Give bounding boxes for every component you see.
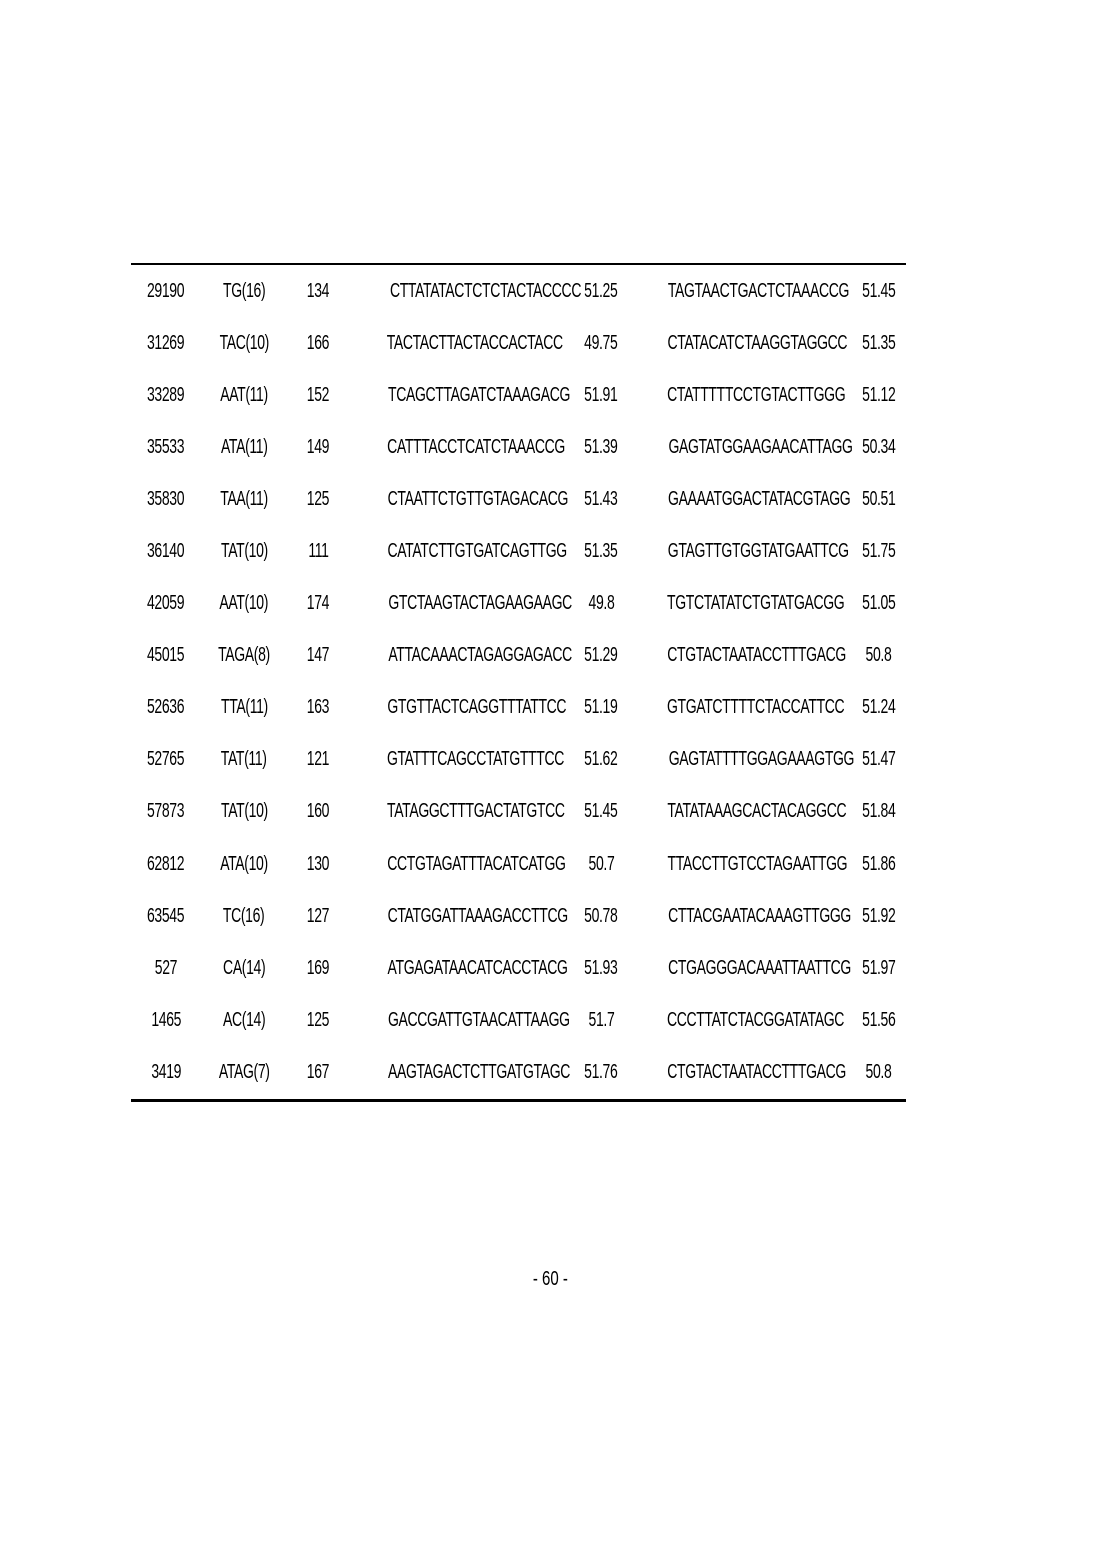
position-cell: [131, 317, 201, 369]
size-cell-text: 149: [306, 435, 330, 458]
forward-primer-cell: [349, 734, 573, 786]
size-cell: [287, 786, 349, 838]
reverse-primer-cell-text: TGTCTATATCTGTATGACGG: [666, 592, 845, 615]
reverse-primer-cell-text: CTATTTTTCCTGTACTTGGG: [667, 383, 846, 406]
reverse-primer-cell: [629, 890, 851, 942]
forward-primer-cell-text: GTGTTACTCAGGTTTATTCC: [387, 696, 567, 719]
forward-tm-cell: [573, 994, 629, 1046]
forward-primer-cell-text: TCAGCTTAGATCTAAAGACG: [388, 383, 571, 406]
size-cell-text: 160: [306, 800, 330, 823]
page-number: [0, 1268, 1100, 1291]
forward-tm-cell-text: 51.43: [584, 487, 618, 510]
reverse-primer-cell-text: CTATACATCTAAGGTAGGCC: [667, 331, 848, 354]
size-cell: [287, 838, 349, 890]
reverse-tm-cell: [851, 369, 906, 421]
reverse-primer-cell: [629, 369, 851, 421]
position-cell-text: 1465: [151, 1008, 181, 1031]
size-cell: [287, 578, 349, 630]
motif-cell-text: TG(16): [222, 279, 266, 302]
motif-cell: [201, 890, 287, 942]
table-row: [131, 1046, 906, 1100]
motif-cell: [201, 1046, 287, 1100]
reverse-tm-cell-text: 51.75: [861, 540, 896, 563]
reverse-tm-cell: [851, 473, 906, 525]
forward-tm-cell-text: 51.93: [584, 956, 618, 979]
forward-tm-cell-text: 51.62: [584, 748, 618, 771]
size-cell-text: 125: [306, 1008, 330, 1031]
size-cell-text: 134: [306, 279, 330, 302]
size-cell-text: 174: [306, 592, 330, 615]
position-cell-text: 33289: [147, 383, 185, 406]
reverse-tm-cell-text: 50.8: [865, 1060, 892, 1083]
forward-primer-cell: [349, 264, 582, 317]
reverse-tm-cell-text: 51.24: [861, 696, 896, 719]
reverse-primer-cell: [629, 578, 851, 630]
motif-cell-text: TAT(11): [221, 748, 267, 771]
forward-primer-cell-text: CTATGGATTAAAGACCTTCG: [387, 904, 568, 927]
reverse-tm-cell-text: 50.51: [861, 487, 896, 510]
forward-tm-cell: [573, 786, 629, 838]
forward-primer-cell-text: CTAATTCTGTTGTAGACACG: [387, 487, 569, 510]
motif-cell-text: TTA(11): [220, 696, 268, 719]
primer-table: [131, 263, 906, 1102]
forward-tm-cell: [573, 838, 629, 890]
reverse-tm-cell-text: 51.97: [861, 956, 896, 979]
size-cell: [287, 942, 349, 994]
motif-cell: [201, 838, 287, 890]
table-row: [131, 264, 906, 317]
position-cell: [131, 786, 201, 838]
forward-primer-cell-text: AAGTAGACTCTTGATGTAGC: [388, 1060, 570, 1083]
position-cell-text: 45015: [147, 644, 185, 667]
forward-tm-cell-text: 49.75: [584, 331, 618, 354]
position-cell: [131, 525, 201, 577]
forward-primer-cell-text: TATAGGCTTTGACTATGTCC: [387, 800, 565, 823]
reverse-primer-cell-text: GAGTATTTTGGAGAAAGTGG: [668, 748, 855, 771]
size-cell: [287, 682, 349, 734]
forward-primer-cell: [349, 578, 573, 630]
reverse-tm-cell: [851, 421, 906, 473]
forward-primer-cell-text: TACTACTTACTACCACTACC: [386, 331, 563, 354]
forward-primer-cell-text: ATGAGATAACATCACCTACG: [387, 956, 568, 979]
forward-primer-cell: [349, 942, 573, 994]
table-row: [131, 630, 906, 682]
motif-cell: [201, 264, 287, 317]
forward-primer-cell-text: CCTGTAGATTTACATCATGG: [387, 852, 566, 875]
motif-cell: [201, 525, 287, 577]
reverse-tm-cell: [851, 1046, 906, 1100]
size-cell-text: 130: [306, 852, 330, 875]
size-cell-text: 169: [306, 956, 330, 979]
forward-tm-cell-text: 51.45: [584, 800, 618, 823]
table-row: [131, 890, 906, 942]
reverse-primer-cell: [629, 734, 855, 786]
size-cell-text: 167: [306, 1060, 330, 1083]
motif-cell-text: ATA(11): [220, 435, 268, 458]
forward-primer-cell: [349, 890, 573, 942]
position-cell: [131, 369, 201, 421]
size-cell: [287, 630, 349, 682]
motif-cell: [201, 578, 287, 630]
reverse-tm-cell: [851, 630, 906, 682]
motif-cell-text: CA(14): [222, 956, 266, 979]
position-cell-text: 29190: [147, 279, 185, 302]
reverse-tm-cell: [851, 942, 906, 994]
motif-cell-text: TAA(11): [220, 487, 268, 510]
position-cell-text: 52636: [147, 696, 185, 719]
motif-cell-text: ATA(10): [220, 852, 268, 875]
reverse-tm-cell-text: 51.35: [861, 331, 896, 354]
forward-primer-cell-text: GTCTAAGTACTAGAAGAAGC: [388, 592, 572, 615]
motif-cell: [201, 942, 287, 994]
motif-cell: [201, 421, 287, 473]
size-cell: [287, 421, 349, 473]
reverse-primer-cell-text: GAGTATGGAAGAACATTAGG: [668, 435, 853, 458]
reverse-tm-cell-text: 50.8: [865, 644, 892, 667]
motif-cell-text: TC(16): [223, 904, 265, 927]
reverse-primer-cell-text: TTACCTTGTCCTAGAATTGG: [667, 852, 848, 875]
reverse-primer-cell-text: TAGTAACTGACTCTAAACCG: [667, 279, 850, 302]
reverse-tm-cell: [851, 525, 906, 577]
size-cell-text: 147: [306, 644, 330, 667]
reverse-tm-cell: [851, 264, 906, 317]
reverse-primer-cell: [629, 682, 851, 734]
motif-cell-text: ATAG(7): [218, 1060, 270, 1083]
forward-primer-cell: [349, 317, 573, 369]
forward-primer-cell: [349, 1046, 573, 1100]
reverse-primer-cell: [629, 473, 851, 525]
forward-tm-cell-text: 50.78: [584, 904, 618, 927]
reverse-tm-cell: [851, 994, 906, 1046]
forward-primer-cell-text: CATATCTTGTGATCAGTTGG: [387, 540, 567, 563]
reverse-primer-cell: [629, 264, 851, 317]
table-row: [131, 786, 906, 838]
reverse-tm-cell: [851, 317, 906, 369]
position-cell: [131, 264, 201, 317]
forward-primer-cell: [349, 786, 573, 838]
position-cell: [131, 421, 201, 473]
position-cell: [131, 630, 201, 682]
reverse-primer-cell: [629, 317, 851, 369]
forward-tm-cell-text: 51.39: [584, 435, 618, 458]
motif-cell: [201, 473, 287, 525]
motif-cell: [201, 369, 287, 421]
reverse-primer-cell: [629, 994, 851, 1046]
table-row: [131, 942, 906, 994]
forward-tm-cell: [573, 264, 629, 317]
position-cell: [131, 682, 201, 734]
position-cell: [131, 890, 201, 942]
forward-tm-cell-text: 51.7: [588, 1008, 614, 1031]
forward-tm-cell-text: 51.29: [584, 644, 618, 667]
reverse-tm-cell: [851, 890, 906, 942]
size-cell-text: 121: [306, 748, 330, 771]
motif-cell-text: AC(14): [222, 1008, 266, 1031]
size-cell-text: 163: [306, 696, 330, 719]
size-cell-text: 152: [306, 383, 330, 406]
forward-tm-cell: [573, 369, 629, 421]
forward-tm-cell: [573, 734, 629, 786]
reverse-tm-cell-text: 51.86: [861, 852, 896, 875]
forward-tm-cell-text: 51.25: [584, 279, 618, 302]
reverse-primer-cell-text: CTGAGGGACAAATTAATTCG: [668, 956, 851, 979]
forward-primer-cell: [349, 994, 573, 1046]
forward-primer-cell: [349, 682, 573, 734]
reverse-primer-cell-text: TATATAAAGCACTACAGGCC: [667, 800, 847, 823]
motif-cell-text: AAT(11): [220, 383, 268, 406]
table-row: [131, 525, 906, 577]
forward-primer-cell: [349, 369, 573, 421]
reverse-tm-cell-text: 51.92: [861, 904, 896, 927]
size-cell: [287, 734, 349, 786]
forward-primer-cell: [349, 525, 573, 577]
motif-cell-text: TAT(10): [220, 800, 268, 823]
motif-cell-text: TAT(10): [220, 540, 268, 563]
reverse-primer-cell-text: CTTACGAATACAAAGTTGGG: [668, 904, 851, 927]
motif-cell-text: TAGA(8): [218, 644, 270, 667]
reverse-primer-cell-text: CTGTACTAATACCTTTGACG: [667, 644, 846, 667]
size-cell: [287, 994, 349, 1046]
motif-cell: [201, 994, 287, 1046]
size-cell: [287, 369, 349, 421]
motif-cell: [201, 786, 287, 838]
position-cell-text: 35830: [147, 487, 185, 510]
motif-cell: [201, 682, 287, 734]
position-cell: [131, 838, 201, 890]
position-cell: [131, 1046, 201, 1100]
position-cell-text: 52765: [147, 748, 185, 771]
forward-tm-cell: [573, 421, 629, 473]
table-row: [131, 734, 906, 786]
size-cell-text: 111: [307, 540, 329, 563]
position-cell-text: 527: [154, 956, 178, 979]
size-cell: [287, 1046, 349, 1100]
reverse-primer-cell: [629, 630, 851, 682]
forward-primer-cell-text: CTTATATACTCTCTACTACCCC: [389, 279, 582, 302]
motif-cell: [201, 734, 287, 786]
forward-primer-cell: [349, 838, 573, 890]
table-row: [131, 317, 906, 369]
position-cell: [131, 734, 201, 786]
forward-tm-cell: [573, 317, 629, 369]
size-cell: [287, 473, 349, 525]
position-cell: [131, 473, 201, 525]
table-row: [131, 421, 906, 473]
forward-tm-cell: [573, 890, 629, 942]
reverse-tm-cell-text: 51.56: [861, 1008, 896, 1031]
size-cell-text: 166: [306, 331, 330, 354]
forward-primer-cell: [349, 630, 573, 682]
reverse-tm-cell-text: 51.45: [861, 279, 896, 302]
reverse-primer-cell: [629, 942, 851, 994]
reverse-primer-cell: [629, 525, 851, 577]
reverse-tm-cell-text: 51.12: [861, 383, 896, 406]
forward-primer-cell-text: GACCGATTGTAACATTAAGG: [387, 1008, 570, 1031]
motif-cell-text: AAT(10): [219, 592, 269, 615]
size-cell: [287, 264, 349, 317]
size-cell: [287, 525, 349, 577]
position-cell-text: 57873: [147, 800, 185, 823]
reverse-primer-cell-text: GTAGTTGTGGTATGAATTCG: [667, 540, 849, 563]
forward-primer-cell: [349, 421, 573, 473]
forward-tm-cell: [573, 473, 629, 525]
position-cell-text: 3419: [151, 1060, 181, 1083]
motif-cell: [201, 317, 287, 369]
size-cell-text: 125: [306, 487, 330, 510]
forward-tm-cell: [573, 578, 629, 630]
forward-tm-cell-text: 51.35: [584, 540, 618, 563]
table-row: [131, 994, 906, 1046]
reverse-primer-cell-text: GTGATCTTTTCTACCATTCC: [666, 696, 845, 719]
forward-tm-cell: [573, 525, 629, 577]
table-body: [131, 264, 906, 1100]
table-row: [131, 838, 906, 890]
size-cell: [287, 890, 349, 942]
reverse-tm-cell: [851, 682, 906, 734]
forward-primer-cell-text: ATTACAAACTAGAGGAGACC: [388, 644, 572, 667]
reverse-primer-cell-text: CTGTACTAATACCTTTGACG: [667, 1060, 846, 1083]
position-cell-text: 42059: [147, 592, 185, 615]
position-cell-text: 62812: [147, 852, 185, 875]
forward-tm-cell: [573, 682, 629, 734]
reverse-tm-cell-text: 51.05: [861, 592, 896, 615]
table-row: [131, 578, 906, 630]
table-row: [131, 473, 906, 525]
position-cell: [131, 942, 201, 994]
forward-tm-cell: [573, 630, 629, 682]
position-cell-text: 63545: [147, 904, 185, 927]
forward-primer-cell: [349, 473, 573, 525]
position-cell: [131, 994, 201, 1046]
reverse-tm-cell-text: 50.34: [861, 435, 896, 458]
position-cell-text: 36140: [147, 540, 185, 563]
reverse-tm-cell-text: 51.47: [861, 748, 896, 771]
reverse-tm-cell: [851, 838, 906, 890]
motif-cell-text: TAC(10): [219, 331, 269, 354]
position-cell: [131, 578, 201, 630]
reverse-primer-cell: [629, 1046, 851, 1100]
table-row: [131, 369, 906, 421]
reverse-primer-cell-text: CCCTTATCTACGGATATAGC: [666, 1008, 845, 1031]
reverse-tm-cell-text: 51.84: [861, 800, 896, 823]
reverse-tm-cell: [851, 734, 906, 786]
reverse-tm-cell: [851, 578, 906, 630]
reverse-primer-cell: [629, 421, 851, 473]
table-row: [131, 682, 906, 734]
size-cell-text: 127: [306, 904, 330, 927]
forward-primer-cell-text: CATTTACCTCATCTAAACCG: [387, 435, 565, 458]
size-cell: [287, 317, 349, 369]
page-number-text: - 60 -: [532, 1268, 568, 1290]
position-cell-text: 35533: [147, 435, 185, 458]
reverse-primer-cell-text: GAAAATGGACTATACGTAGG: [668, 487, 851, 510]
forward-primer-cell-text: GTATTTCAGCCTATGTTTCC: [386, 748, 564, 771]
reverse-primer-cell: [629, 838, 851, 890]
forward-tm-cell-text: 49.8: [588, 592, 614, 615]
forward-tm-cell-text: 51.91: [584, 383, 618, 406]
forward-tm-cell: [573, 1046, 629, 1100]
position-cell-text: 31269: [147, 331, 185, 354]
forward-tm-cell-text: 50.7: [588, 852, 614, 875]
forward-tm-cell-text: 51.19: [584, 696, 618, 719]
forward-tm-cell-text: 51.76: [584, 1060, 618, 1083]
forward-tm-cell: [573, 942, 629, 994]
reverse-primer-cell: [629, 786, 851, 838]
reverse-tm-cell: [851, 786, 906, 838]
motif-cell: [201, 630, 287, 682]
